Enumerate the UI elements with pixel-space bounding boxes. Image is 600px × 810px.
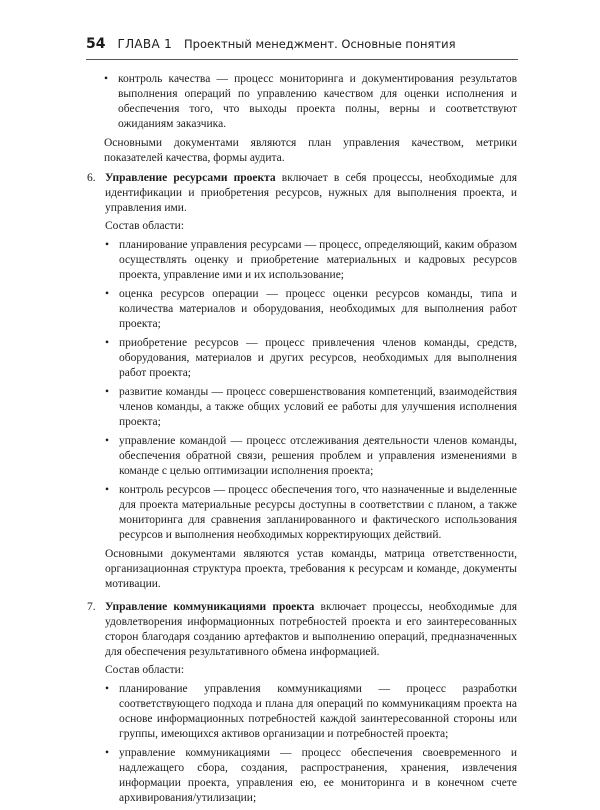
page-number: 54 <box>86 36 106 52</box>
section-title: Управление ресурсами проекта <box>105 172 276 184</box>
chapter-label: ГЛАВА 1 <box>117 37 173 51</box>
paragraph-main-docs: Основными документами являются устав команды, матрица ответственности, организационная структура проекта, требования к ресурсам и команде, документы мотивации. <box>105 548 517 590</box>
list-item: • планирование управления ресурсами — процесс, определяющий, каким образом осуществлять оценку и приобретение материальных и кадровых ресурсов проекта, управление ими и их использование; <box>105 238 517 283</box>
list-item: • оценка ресурсов операции — процесс оценки ресурсов команды, типа и количества материалов и оборудования, необходимых для выполнения работ проекта; <box>105 287 517 332</box>
list-item: • планирование управления коммуникациями — процесс разработки соответствующего подхода и плана для операций по коммуникациям проекта на основе информационных потребностей каждой заинтересованной стороны или группы, имеющихся активов организации и потребностей проекта; <box>105 682 517 742</box>
list-item: • развитие команды — процесс совершенствования компетенций, взаимодействия членов команды, а также общих условий ее работы для улучшения исполнения проекта; <box>105 385 517 430</box>
section-number: 6. <box>87 172 96 184</box>
list-item: • контроль качества — процесс мониторинга и документирования результатов выполнения операций по управлению качеством для оценки исполнения и обеспечения того, что выходы проекта полны, верны и соответствуют ожиданиям заказчика. <box>104 72 517 132</box>
section-number: 7. <box>87 601 96 613</box>
list-item: • управление коммуникациями — процесс обеспечения своевременного и надлежащего сбора, создания, распространения, хранения, извлечения информации проекта, управления ею, ее мониторинга и в конечном счете архивирования/утилизации; <box>105 746 517 806</box>
list-item: • управление командой — процесс отслеживания деятельности членов команды, обеспечения обратной связи, решения проблем и управления изменениями в команде с целью оптимизации исполнения проекта; <box>105 434 517 479</box>
running-header <box>86 36 518 54</box>
section-title: Управление коммуникациями проекта <box>105 601 315 613</box>
section-6-bullets <box>105 238 517 543</box>
scope-label: Состав области: <box>105 664 185 676</box>
section-intro: включает в себя процессы, необходимые для идентификации и приобретения ресурсов, нужных для выполнения проекта, и управления ими. <box>105 172 517 214</box>
list-item: • контроль ресурсов — процесс обеспечения того, что назначенные и выделенные для проекта материальные ресурсы доступны в соответствии с планом, а также мониторинга для сравнения запланированного и фактического использования ресурсов и выполнения необходимых корректирующих действий. <box>105 483 517 543</box>
paragraph-main-docs: Основными документами являются план управления качеством, метрики показателей качества, формы аудита. <box>104 137 517 164</box>
chapter-subtitle: Проектный менеджмент. Основные понятия <box>184 37 456 51</box>
section-7 <box>87 600 517 660</box>
header-rule <box>86 59 518 60</box>
section-6 <box>87 171 517 216</box>
scope-label: Состав области: <box>105 220 185 232</box>
page-body <box>87 72 517 810</box>
list-item: • приобретение ресурсов — процесс привлечения членов команды, средств, оборудования, материалов и других ресурсов, необходимых для выполнения работ проекта; <box>105 336 517 381</box>
section-intro: включает процессы, необходимые для удовлетворения информационных потребностей проекта и его заинтересованных сторон благодаря созданию артефактов и выполнению операций, предназначенных для обеспечения результативного обмена информацией. <box>105 601 517 658</box>
section-7-bullets <box>105 682 517 806</box>
top-bullet-list <box>104 72 517 132</box>
